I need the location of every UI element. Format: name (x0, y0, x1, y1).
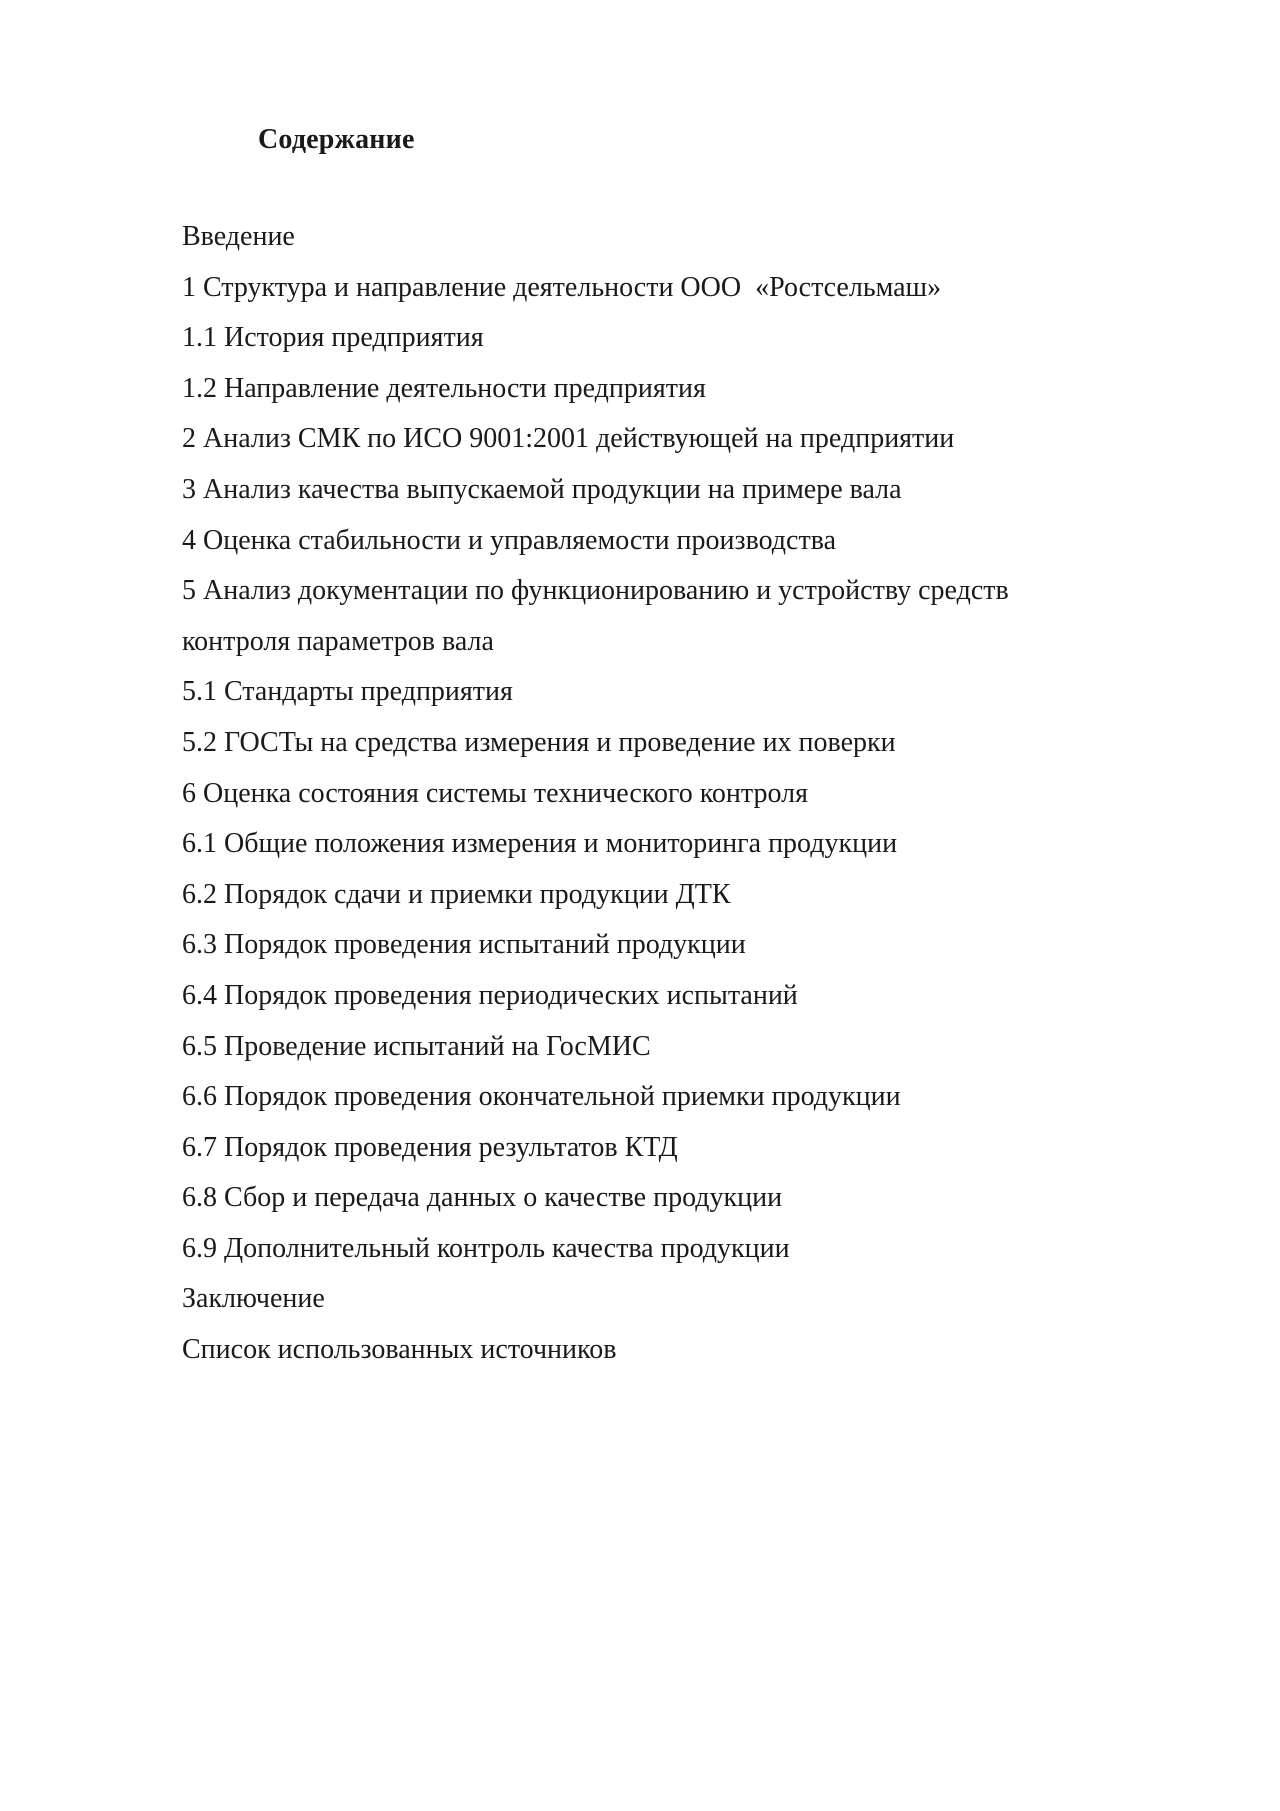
toc-item-6-4[interactable]: 6.4 Порядок проведения периодических испытаний (182, 979, 798, 1011)
toc-item-references[interactable]: Список использованных источников (182, 1334, 617, 1366)
toc-item-1-2[interactable]: 1.2 Направление деятельности предприятия (182, 372, 706, 404)
table-of-contents (182, 212, 1122, 1376)
toc-item-5-2[interactable]: 5.2 ГОСТы на средства измерения и проведение их поверки (182, 726, 896, 758)
toc-item-2[interactable]: 2 Анализ СМК по ИСО 9001:2001 действующей на предприятии (182, 423, 955, 455)
toc-item-introduction[interactable]: Введение (182, 221, 295, 252)
toc-item-6-3[interactable]: 6.3 Порядок проведения испытаний продукции (182, 929, 746, 961)
toc-item-6-7[interactable]: 6.7 Порядок проведения результатов КТД (182, 1131, 678, 1163)
toc-item-5-1[interactable]: 5.1 Стандарты предприятия (182, 676, 513, 708)
toc-item-1[interactable]: 1 Структура и направление деятельности ООО «Ростсельмаш» (182, 271, 942, 303)
toc-item-conclusion[interactable]: Заключение (182, 1283, 325, 1315)
page-title: Содержание (258, 124, 415, 155)
toc-item-6-1[interactable]: 6.1 Общие положения измерения и мониторинга продукции (182, 828, 898, 860)
toc-item-6[interactable]: 6 Оценка состояния системы технического контроля (182, 777, 808, 809)
toc-item-6-5[interactable]: 6.5 Проведение испытаний на ГосМИС (182, 1030, 651, 1062)
toc-item-1-1[interactable]: 1.1 История предприятия (182, 322, 484, 354)
toc-item-6-6[interactable]: 6.6 Порядок проведения окончательной приемки продукции (182, 1081, 901, 1113)
toc-item-6-9[interactable]: 6.9 Дополнительный контроль качества продукции (182, 1232, 790, 1264)
toc-item-6-2[interactable]: 6.2 Порядок сдачи и приемки продукции ДТК (182, 878, 731, 910)
toc-item-3[interactable]: 3 Анализ качества выпускаемой продукции на примере вала (182, 473, 902, 505)
toc-item-5[interactable]: 5 Анализ документации по функционированию и устройству средств контроля параметров вала (182, 575, 1009, 657)
toc-item-4[interactable]: 4 Оценка стабильности и управляемости производства (182, 524, 836, 556)
toc-item-6-8[interactable]: 6.8 Сбор и передача данных о качестве продукции (182, 1182, 783, 1214)
